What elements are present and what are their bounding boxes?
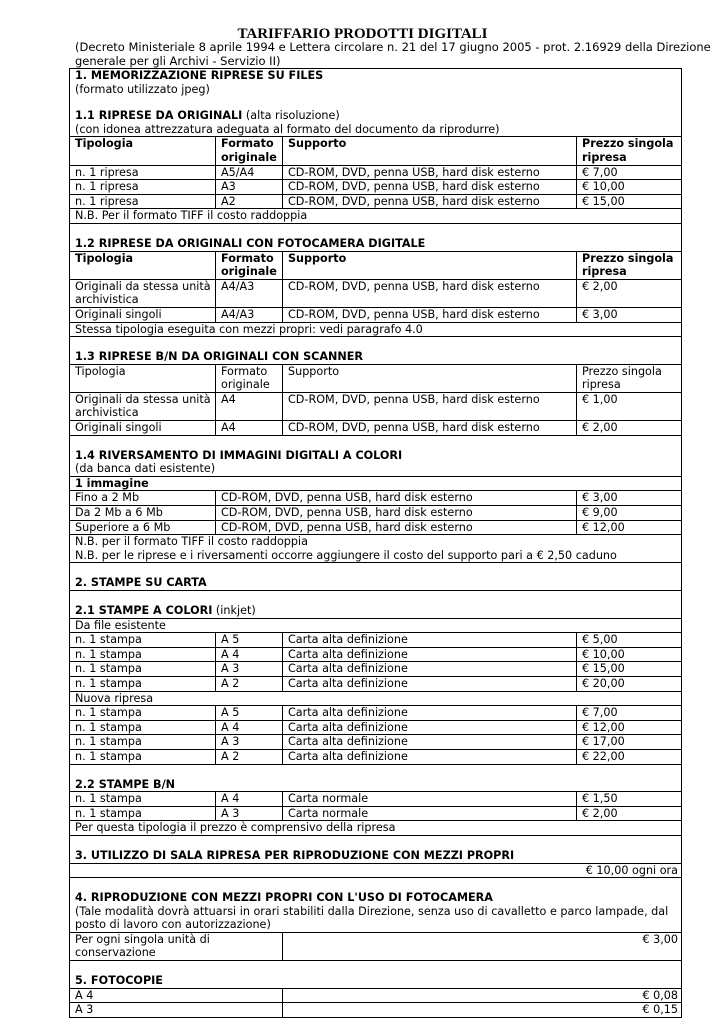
cell-formato: A 4 [216,792,283,807]
section-2-1-heading: 2.1 STAMPE A COLORI [75,604,213,617]
table-row [70,165,682,180]
section-2-2-footnote: Per questa tipologia il prezzo è comprensivo della ripresa [70,821,682,836]
cell-supporto: Carta alta definizione [283,735,577,750]
group-nuova-ripresa: Nuova ripresa [70,691,682,706]
section-1-4-footnote-1: N.B. per il formato TIFF il costo raddoppia [75,535,308,549]
cell-supporto: CD-ROM, DVD, penna USB, hard disk esterno [283,194,577,209]
section-2-row [70,563,682,591]
cell-prezzo: € 10,00 [577,180,682,195]
cell-supporto: Carta alta definizione [283,706,577,721]
cell-prezzo: € 12,00 [577,720,682,735]
cell-formato: A2 [216,194,283,209]
page-subtitle: (Decreto Ministeriale 8 aprile 1994 e Lettera circolare n. 21 del 17 giugno 2005 - prot. 2.16929 della Direzione generale per gli Archivi - Servizio II) [75,40,711,68]
cell-prezzo: € 15,00 [577,662,682,677]
footnote-row [70,322,682,337]
cell-supporto: CD-ROM, DVD, penna USB, hard disk esterno [216,520,577,535]
section-1-4-subheading: 1 immagine [70,476,682,491]
cell-tipologia: n. 1 stampa [70,806,216,821]
header-formato: Formato originale [216,251,283,279]
header-prezzo: Prezzo singola ripresa [577,251,682,279]
section-4-label: Per ogni singola unità di conservazione [70,932,283,960]
table-row [70,706,682,721]
table-row [70,806,682,821]
subheading-row [70,476,682,491]
cell-prezzo: € 7,00 [577,165,682,180]
section-2-heading: 2. STAMPE SU CARTA [75,576,207,590]
header-prezzo: Prezzo singola ripresa [577,137,682,165]
section-1-2-row [70,223,682,251]
section-4-note: (Tale modalità dovrà attuarsi in orari stabiliti dalla Direzione, senza uso di cavalletto e parco lampade, dal posto di lavoro con autorizzazione) [75,904,669,932]
cell-supporto: Carta alta definizione [283,676,577,691]
cell-tipologia: Originali da stessa unità archivistica [70,279,216,307]
section-1-1-footnote: N.B. Per il formato TIFF il costo raddoppia [70,209,682,224]
table-row [70,392,682,420]
cell-tipologia: n. 1 stampa [70,662,216,677]
cell-prezzo: € 0,15 [283,1003,682,1018]
table-row [70,506,682,521]
section-1-row [70,69,682,97]
section-5-heading: 5. FOTOCOPIE [75,974,163,988]
section-1-3-row [70,337,682,365]
table-header-row [70,364,682,392]
cell-supporto: Carta alta definizione [283,720,577,735]
cell-tipologia: n. 1 stampa [70,720,216,735]
cell-supporto: Carta alta definizione [283,749,577,764]
table-header-row [70,251,682,279]
cell-formato: A 3 [70,1003,283,1018]
cell-tipologia: n. 1 stampa [70,633,216,648]
section-1-4-row [70,435,682,476]
cell-formato: A4 [216,421,283,436]
cell-tipologia: n. 1 ripresa [70,194,216,209]
cell-formato: A 4 [70,988,283,1003]
cell-tipologia: n. 1 stampa [70,749,216,764]
cell-formato: A 2 [216,749,283,764]
cell-tipologia: Originali da stessa unità archivistica [70,392,216,420]
cell-supporto: CD-ROM, DVD, penna USB, hard disk esterno [283,421,577,436]
cell-formato: A 5 [216,706,283,721]
cell-supporto: CD-ROM, DVD, penna USB, hard disk esterno [283,392,577,420]
group-da-file-esistente: Da file esistente [70,618,682,633]
cell-prezzo: € 7,00 [577,706,682,721]
header-formato: Formato originale [216,364,283,392]
cell-formato: A4/A3 [216,279,283,307]
cell-prezzo: € 1,00 [577,392,682,420]
section-2-1-heading-suffix: (inkjet) [212,604,256,617]
cell-prezzo: € 3,00 [577,491,682,506]
footnote-row [70,209,682,224]
cell-prezzo: € 3,00 [577,307,682,322]
table-row [70,520,682,535]
table-header-row [70,137,682,165]
cell-tipologia: n. 1 stampa [70,706,216,721]
cell-size: Da 2 Mb a 6 Mb [70,506,216,521]
section-4-price: € 3,00 [283,932,682,960]
cell-supporto: Carta alta definizione [283,633,577,648]
header-formato: Formato originale [216,137,283,165]
table-row [70,749,682,764]
section-1-4-footnote-2: N.B. per le riprese e i riversamenti occorre aggiungere il costo del supporto pari a € 2,50 caduno [75,548,617,562]
cell-supporto: CD-ROM, DVD, penna USB, hard disk esterno [283,279,577,307]
table-row [70,421,682,436]
table-row [70,491,682,506]
table-row [70,180,682,195]
cell-tipologia: n. 1 stampa [70,735,216,750]
cell-tipologia: n. 1 stampa [70,676,216,691]
header-tipologia: Tipologia [70,251,216,279]
section-1-2-footnote: Stessa tipologia eseguita con mezzi propri: vedi paragrafo 4.0 [70,322,682,337]
cell-tipologia: n. 1 stampa [70,792,216,807]
tariff-table [69,68,682,1018]
table-row [70,1003,682,1018]
cell-formato: A3 [216,180,283,195]
header-tipologia: Tipologia [70,364,216,392]
section-3-price: € 10,00 ogni ora [70,863,682,878]
cell-supporto: CD-ROM, DVD, penna USB, hard disk esterno [283,307,577,322]
section-1-4-note: (da banca dati esistente) [75,462,216,476]
section-2-2-heading: 2.2 STAMPE B/N [75,777,176,791]
header-supporto: Supporto [283,364,577,392]
section-1-4-heading: 1.4 RIVERSAMENTO DI IMMAGINI DIGITALI A COLORI [75,448,403,462]
section-5-row [70,961,682,989]
cell-prezzo: € 5,00 [577,633,682,648]
cell-formato: A 4 [216,720,283,735]
group-row [70,691,682,706]
table-row [70,720,682,735]
cell-prezzo: € 1,50 [577,792,682,807]
cell-supporto: Carta normale [283,806,577,821]
table-row [70,307,682,322]
cell-tipologia: Originali singoli [70,307,216,322]
section-2-2-row [70,764,682,792]
header-supporto: Supporto [283,137,577,165]
cell-formato: A4 [216,392,283,420]
section-2-1-row [70,591,682,619]
group-row [70,618,682,633]
footnote-row [70,535,682,563]
cell-prezzo: € 20,00 [577,676,682,691]
header-supporto: Supporto [283,251,577,279]
table-row [70,194,682,209]
cell-prezzo: € 2,00 [577,279,682,307]
section-4-heading: 4. RIPRODUZIONE CON MEZZI PROPRI CON L'USO DI FOTOCAMERA [75,891,493,905]
section-1-1-heading: 1.1 RIPRESE DA ORIGINALI [75,109,243,123]
table-row [70,279,682,307]
header-tipologia: Tipologia [70,137,216,165]
table-row [70,633,682,648]
section-1-1-row [70,96,682,137]
table-row [70,662,682,677]
cell-supporto: CD-ROM, DVD, penna USB, hard disk esterno [283,165,577,180]
cell-formato: A 3 [216,735,283,750]
cell-size: Superiore a 6 Mb [70,520,216,535]
section-1-note: (formato utilizzato jpeg) [75,82,210,96]
cell-prezzo: € 22,00 [577,749,682,764]
table-row [70,792,682,807]
cell-prezzo: € 10,00 [577,647,682,662]
cell-tipologia: n. 1 ripresa [70,180,216,195]
section-3-row [70,835,682,863]
cell-formato: A 3 [216,806,283,821]
cell-tipologia: Originali singoli [70,421,216,436]
section-1-heading: 1. MEMORIZZAZIONE RIPRESE SU FILES [75,69,324,82]
table-row [70,932,682,960]
cell-prezzo: € 2,00 [577,421,682,436]
footnote-row [70,821,682,836]
cell-tipologia: n. 1 stampa [70,647,216,662]
cell-formato: A4/A3 [216,307,283,322]
section-1-1-heading-suffix: (alta risoluzione) [242,109,340,123]
cell-size: Fino a 2 Mb [70,491,216,506]
cell-tipologia: n. 1 ripresa [70,165,216,180]
table-row [70,676,682,691]
section-1-3-heading: 1.3 RIPRESE B/N DA ORIGINALI CON SCANNER [75,350,363,364]
price-row [70,863,682,878]
cell-supporto: CD-ROM, DVD, penna USB, hard disk esterno [216,506,577,521]
cell-supporto: CD-ROM, DVD, penna USB, hard disk esterno [216,491,577,506]
cell-supporto: CD-ROM, DVD, penna USB, hard disk esterno [283,180,577,195]
table-row [70,647,682,662]
cell-prezzo: € 15,00 [577,194,682,209]
section-1-2-heading: 1.2 RIPRESE DA ORIGINALI CON FOTOCAMERA DIGITALE [75,236,426,250]
cell-supporto: Carta normale [283,792,577,807]
section-3-heading: 3. UTILIZZO DI SALA RIPRESA PER RIPRODUZIONE CON MEZZI PROPRI [75,848,515,862]
cell-formato: A 3 [216,662,283,677]
page-title: TARIFFARIO PRODOTTI DIGITALI [237,26,488,42]
cell-prezzo: € 12,00 [577,520,682,535]
cell-supporto: Carta alta definizione [283,662,577,677]
header-prezzo: Prezzo singola ripresa [577,364,682,392]
section-4-row [70,878,682,933]
cell-formato: A 2 [216,676,283,691]
cell-formato: A 5 [216,633,283,648]
cell-prezzo: € 2,00 [577,806,682,821]
cell-formato: A5/A4 [216,165,283,180]
cell-prezzo: € 9,00 [577,506,682,521]
cell-formato: A 4 [216,647,283,662]
cell-supporto: Carta alta definizione [283,647,577,662]
cell-prezzo: € 0,08 [283,988,682,1003]
cell-prezzo: € 17,00 [577,735,682,750]
section-1-1-note: (con idonea attrezzatura adeguata al formato del documento da riprodurre) [75,122,500,136]
table-row [70,735,682,750]
table-row [70,988,682,1003]
